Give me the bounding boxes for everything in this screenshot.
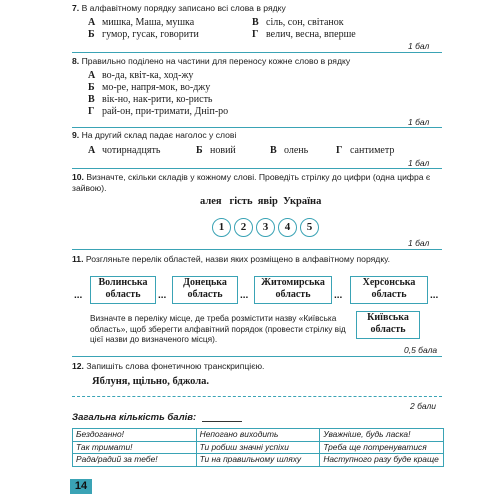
q7-option-a-text: мишка, Маша, мушка (102, 17, 195, 28)
feedback-row (73, 454, 444, 467)
slot-dots-1[interactable]: ... (74, 290, 83, 301)
page-number: 14 (70, 479, 92, 494)
q8-option-b-text: мо-ре, напря-мок, во-джу (102, 82, 211, 93)
region-box-zhytomyrska (254, 276, 332, 304)
q8-option-b[interactable] (88, 82, 210, 94)
q9-option-a-text: чотирнадцять (102, 145, 161, 156)
q9-option-d-letter: Г (336, 145, 343, 156)
q8-number: 8. (72, 56, 80, 66)
feedback-cell[interactable]: Ти робиш значні успіхи (196, 441, 320, 454)
digit-circle-1[interactable]: 1 (212, 218, 231, 237)
slot-dots-5[interactable]: ... (430, 290, 439, 301)
q8-option-c[interactable] (88, 94, 213, 106)
q8-score: 1 бал (408, 117, 430, 127)
q8-option-b-letter: Б (88, 82, 95, 93)
total-score-line[interactable] (202, 421, 242, 422)
q7-option-b-text: гумор, гусак, говорити (102, 29, 199, 40)
slot-dots-2[interactable]: ... (158, 290, 167, 301)
feedback-row (73, 429, 444, 442)
feedback-cell[interactable]: Ти на правильному шляху (196, 454, 320, 467)
q8-option-d-letter: Г (88, 106, 95, 117)
q9-text: На другий склад падає наголос у слові (81, 130, 237, 140)
kyiv-region-box[interactable] (356, 311, 420, 339)
q8-option-a[interactable] (88, 70, 193, 82)
kyiv-region-name: Київська (367, 312, 409, 323)
q9-option-a-letter: А (88, 145, 96, 156)
total-score-label: Загальна кількість балів: (72, 412, 197, 423)
region-box-volynska (90, 276, 156, 304)
q7-score: 1 бал (408, 41, 430, 51)
q7-option-d-text: велич, весна, вперше (266, 29, 356, 40)
region-zhytomyrska-word: область (275, 289, 311, 300)
q12-prompt (72, 361, 264, 372)
feedback-cell[interactable]: Уважніше, будь ласка! (320, 429, 444, 442)
q11-score: 0,5 бала (404, 345, 438, 355)
q10-words: алея гість явір Україна (200, 196, 322, 207)
q7-prompt (72, 3, 286, 14)
q7-option-b-letter: Б (88, 29, 95, 40)
q12-number: 12. (72, 361, 84, 371)
q7-divider (72, 52, 442, 53)
q11-prompt (72, 254, 390, 265)
feedback-cell[interactable]: Бездоганно! (73, 429, 197, 442)
kyiv-region-word: область (370, 324, 406, 335)
q12-words: Яблуня, щільно, бджола. (92, 376, 209, 387)
q8-option-c-text: вік-но, нак-рити, ко-ристь (102, 94, 213, 105)
region-khersonska-word: область (371, 289, 407, 300)
q10-number: 10. (72, 172, 84, 182)
q9-score: 1 бал (408, 158, 430, 168)
q8-option-a-letter: А (88, 70, 96, 81)
q7-option-d[interactable] (252, 29, 356, 41)
q7-text: В алфавітному порядку записано всі слова в рядку (81, 3, 286, 13)
feedback-cell[interactable]: Так тримати! (73, 441, 197, 454)
q9-option-b-text: новий (210, 145, 236, 156)
region-volynska-name: Волинська (98, 277, 148, 288)
q9-option-c-letter: В (270, 145, 277, 156)
feedback-cell[interactable]: Рада/радий за тебе! (73, 454, 197, 467)
digit-circle-4[interactable]: 4 (278, 218, 297, 237)
q8-divider (72, 127, 442, 128)
q9-option-d-text: сантиметр (350, 145, 395, 156)
feedback-row (73, 441, 444, 454)
q12-answer-line[interactable] (72, 396, 442, 397)
region-khersonska-name: Херсонська (362, 277, 416, 288)
feedback-cell[interactable]: Треба ще потренуватися (320, 441, 444, 454)
slot-dots-3[interactable]: ... (240, 290, 249, 301)
q9-option-c[interactable] (270, 145, 308, 157)
q7-option-b[interactable] (88, 29, 199, 41)
q9-prompt (72, 130, 236, 141)
q10-score: 1 бал (408, 238, 430, 248)
q7-option-c-text: сіль, сон, світанок (266, 17, 344, 28)
slot-dots-4[interactable]: ... (334, 290, 343, 301)
q7-option-a[interactable] (88, 17, 194, 29)
region-box-donetska (172, 276, 238, 304)
q7-option-c[interactable] (252, 17, 344, 29)
region-volynska-word: область (105, 289, 141, 300)
q12-score: 2 бали (410, 401, 437, 411)
region-zhytomyrska-name: Житомирська (261, 277, 325, 288)
q8-option-a-text: во-да, квіт-ка, ход-жу (102, 70, 194, 81)
digit-circle-3[interactable]: 3 (256, 218, 275, 237)
q11-divider (72, 356, 442, 357)
q9-divider (72, 168, 442, 169)
q8-text: Правильно поділено на частини для переносу кожне слово в рядку (81, 56, 351, 66)
q9-option-c-text: олень (284, 145, 309, 156)
q9-option-d[interactable] (336, 145, 394, 157)
q7-option-c-letter: В (252, 17, 259, 28)
digit-circle-5[interactable]: 5 (300, 218, 319, 237)
q7-number: 7. (72, 3, 80, 13)
q8-option-d[interactable] (88, 106, 228, 118)
q7-option-d-letter: Г (252, 29, 259, 40)
q12-text: Запишіть слова фонетичною транскрипцією. (86, 361, 265, 371)
q9-option-a[interactable] (88, 145, 160, 157)
region-box-khersonska (350, 276, 428, 304)
q9-option-b-letter: Б (196, 145, 203, 156)
q10-divider (72, 249, 442, 250)
q11-text: Розгляньте перелік областей, назви яких розміщено в алфавітному порядку. (85, 254, 390, 264)
region-donetska-word: область (187, 289, 223, 300)
q8-option-d-text: рай-он, при-тримати, Дніп-ро (102, 106, 229, 117)
q9-number: 9. (72, 130, 80, 140)
q11-instruction: Визначте в переліку місце, де треба розмістити назву «Київська область», щоб зберегти алфавітний порядок (провести стрілку від цієї назви до визначеного місця). (90, 313, 346, 344)
q7-option-a-letter: А (88, 17, 96, 28)
q10-text: Визначте, скільки складів у кожному слові. Проведіть стрілку до цифри (одна цифра є зайвою). (72, 172, 431, 193)
digit-circle-2[interactable]: 2 (234, 218, 253, 237)
feedback-cell[interactable]: Непогано виходить (196, 429, 320, 442)
q10-prompt (72, 172, 444, 194)
q9-option-b[interactable] (196, 145, 236, 157)
feedback-table (72, 428, 444, 467)
feedback-cell[interactable]: Наступного разу буде краще (320, 454, 444, 467)
q8-prompt (72, 56, 350, 67)
q8-option-c-letter: В (88, 94, 95, 105)
q11-number: 11. (72, 254, 84, 264)
region-donetska-name: Донецька (183, 277, 227, 288)
